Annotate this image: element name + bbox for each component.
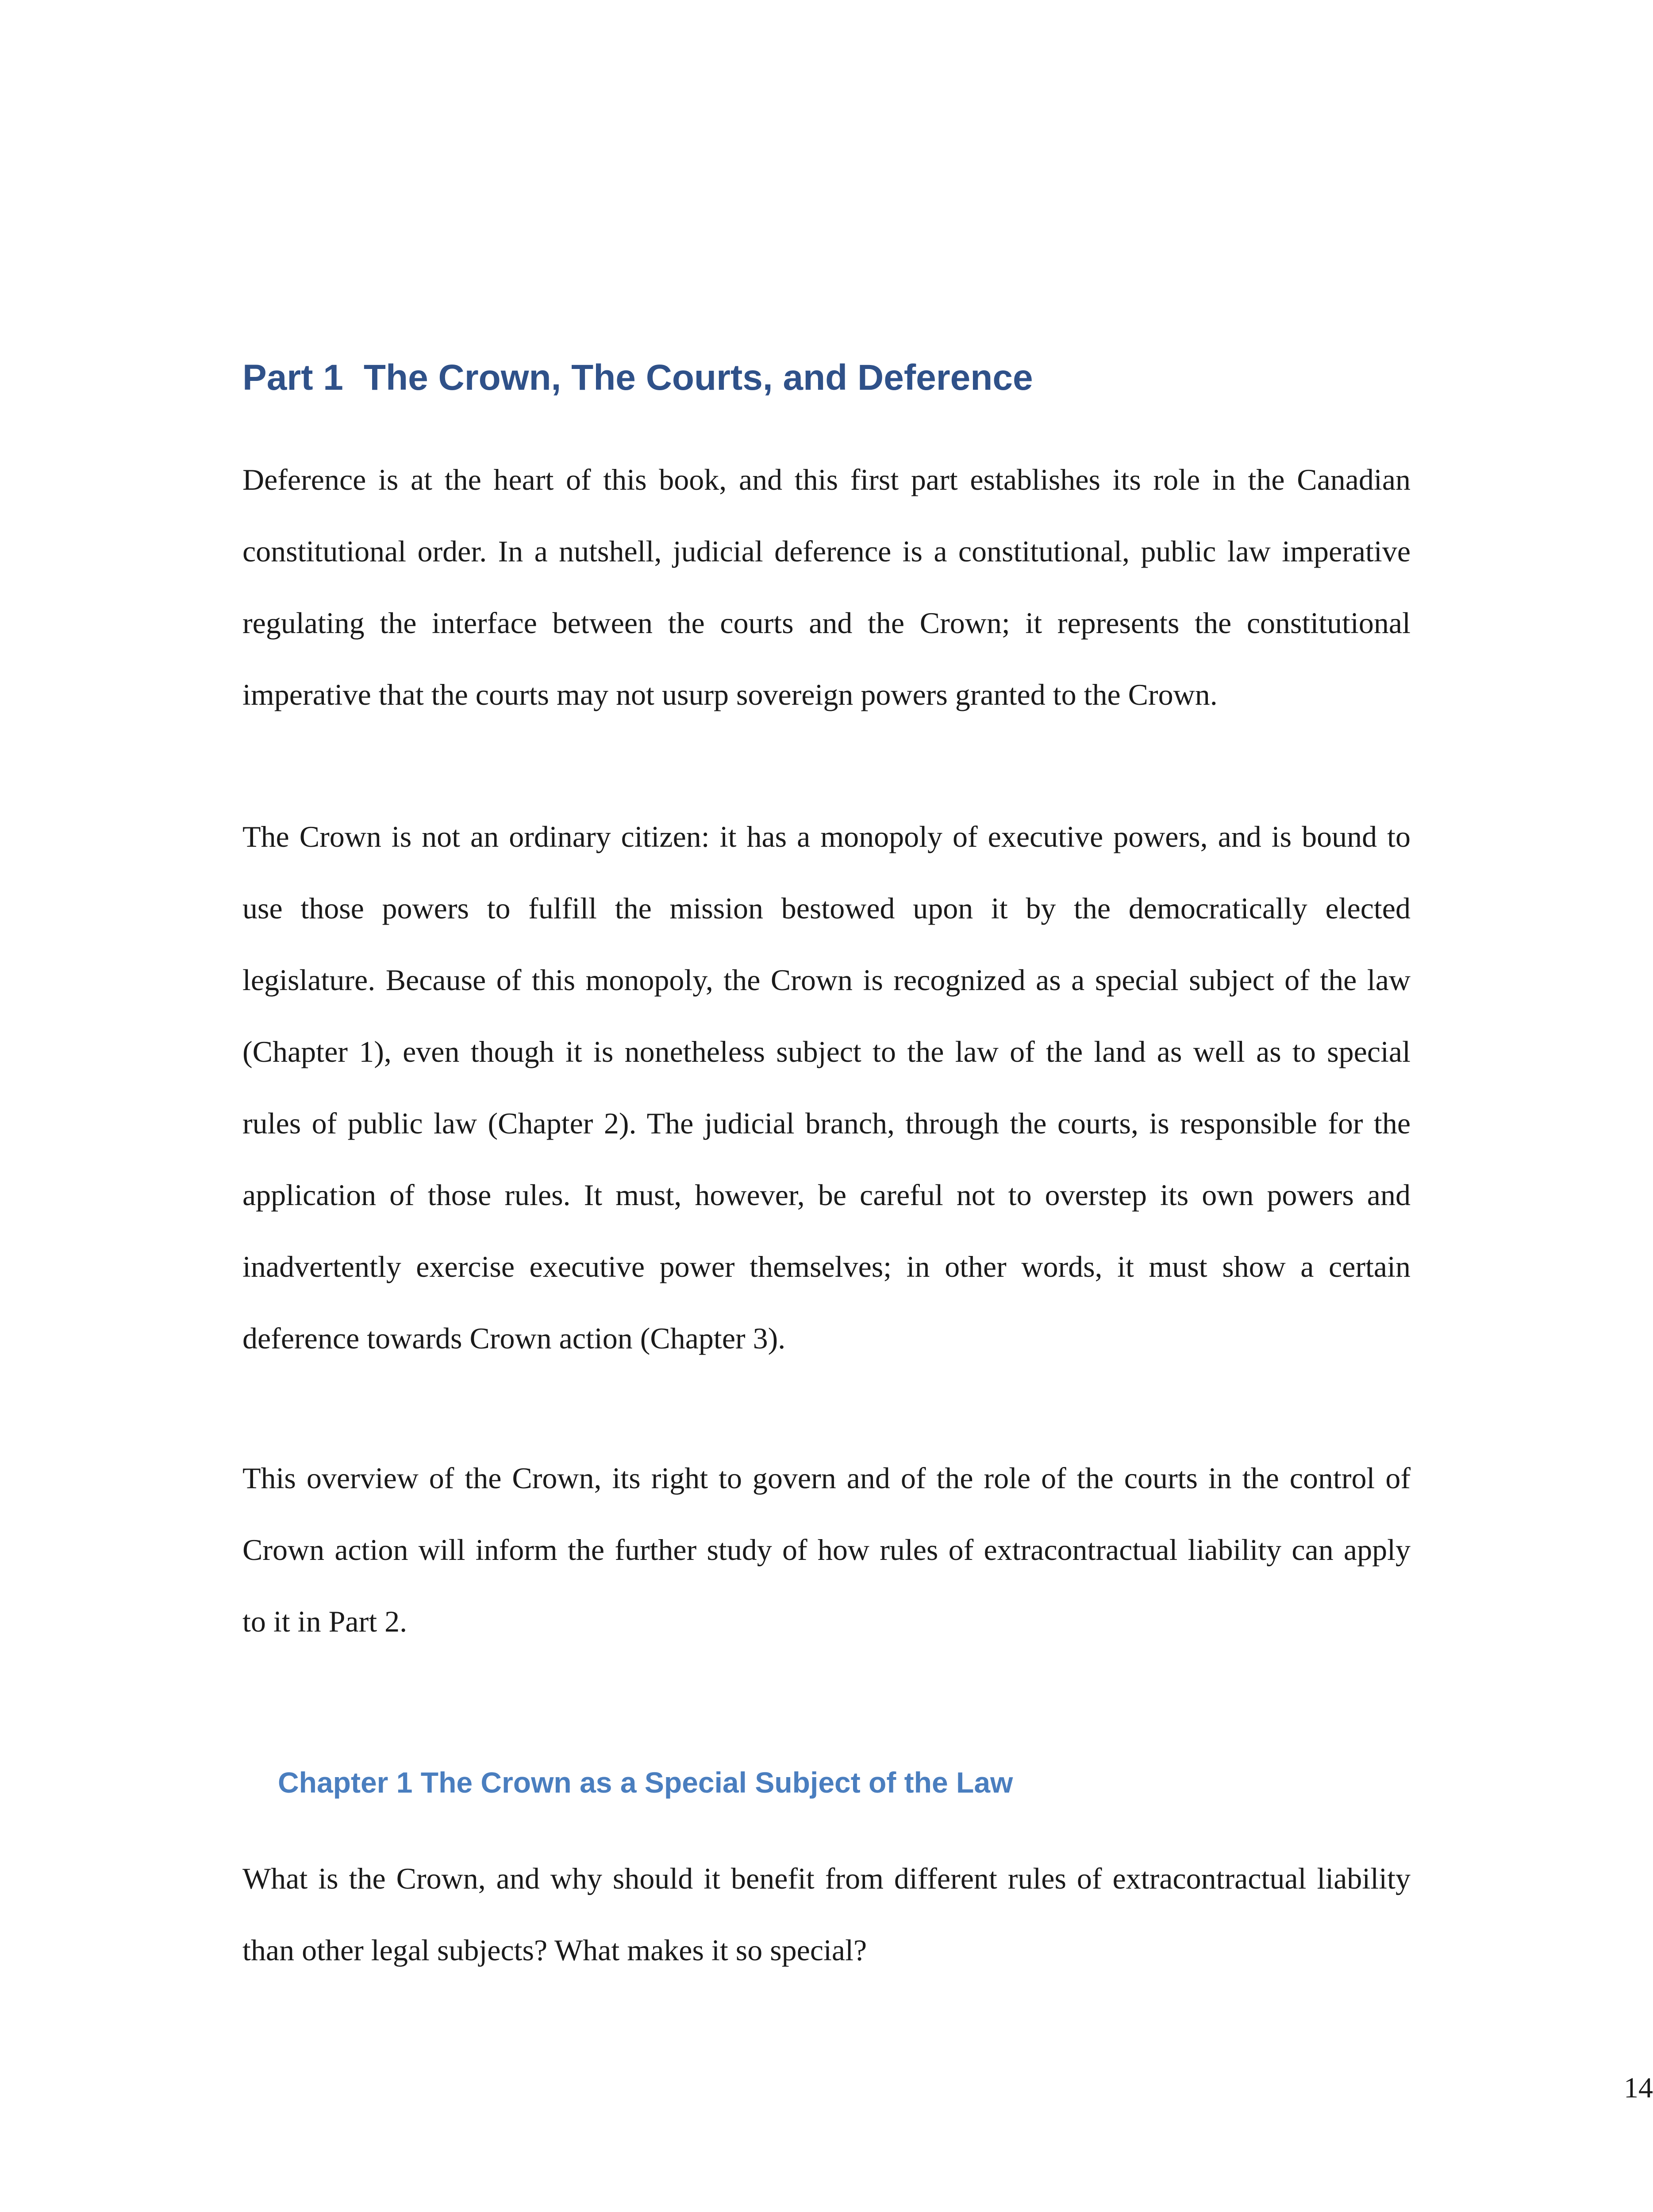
text-line: This overview of the Crown, its right to govern and of the role of the courts in the control of <box>242 1461 1411 1495</box>
text-line: regulating the interface between the courts and the Crown; it represents the constitutional <box>242 606 1411 640</box>
text-line: Deference is at the heart of this book, and this first part establishes its role in the Canadian <box>242 463 1411 496</box>
text-line: use those powers to fulfill the mission bestowed upon it by the democratically elected <box>242 891 1411 925</box>
paragraph-chapter-intro <box>242 1843 1411 1986</box>
text-line: deference towards Crown action (Chapter 3). <box>242 1321 786 1355</box>
paragraph-crown-overview <box>242 801 1411 1374</box>
text-line: (Chapter 1), even though it is nonetheless subject to the law of the land as well as to special <box>242 1035 1411 1068</box>
text-line: application of those rules. It must, however, be careful not to overstep its own powers and <box>242 1178 1411 1212</box>
text-line: inadvertently exercise executive power themselves; in other words, it must show a certain <box>242 1250 1411 1283</box>
part-title: The Crown, The Courts, and Deference <box>363 357 1033 398</box>
text-line: What is the Crown, and why should it benefit from different rules of extracontractual liability <box>242 1862 1411 1895</box>
text-line: than other legal subjects? What makes it so special? <box>242 1933 867 1967</box>
page-number: 14 <box>1624 2072 1653 2104</box>
paragraph-deference-intro <box>242 444 1411 730</box>
text-line: The Crown is not an ordinary citizen: it has a monopoly of executive powers, and is bound to <box>242 820 1411 853</box>
text-line: imperative that the courts may not usurp sovereign powers granted to the Crown. <box>242 678 1218 711</box>
part-number: Part 1 <box>242 357 343 398</box>
text-line: Crown action will inform the further study of how rules of extracontractual liability can apply <box>242 1533 1411 1567</box>
text-line: to it in Part 2. <box>242 1605 407 1638</box>
text-line: constitutional order. In a nutshell, judicial deference is a constitutional, public law imperative <box>242 534 1411 568</box>
chapter-heading: Chapter 1 The Crown as a Special Subject of the Law <box>278 1766 1013 1799</box>
text-line: rules of public law (Chapter 2). The judicial branch, through the courts, is responsible for the <box>242 1106 1411 1140</box>
text-line: legislature. Because of this monopoly, the Crown is recognized as a special subject of the law <box>242 963 1411 997</box>
part-heading <box>242 356 1411 399</box>
paragraph-part-summary <box>242 1442 1411 1657</box>
